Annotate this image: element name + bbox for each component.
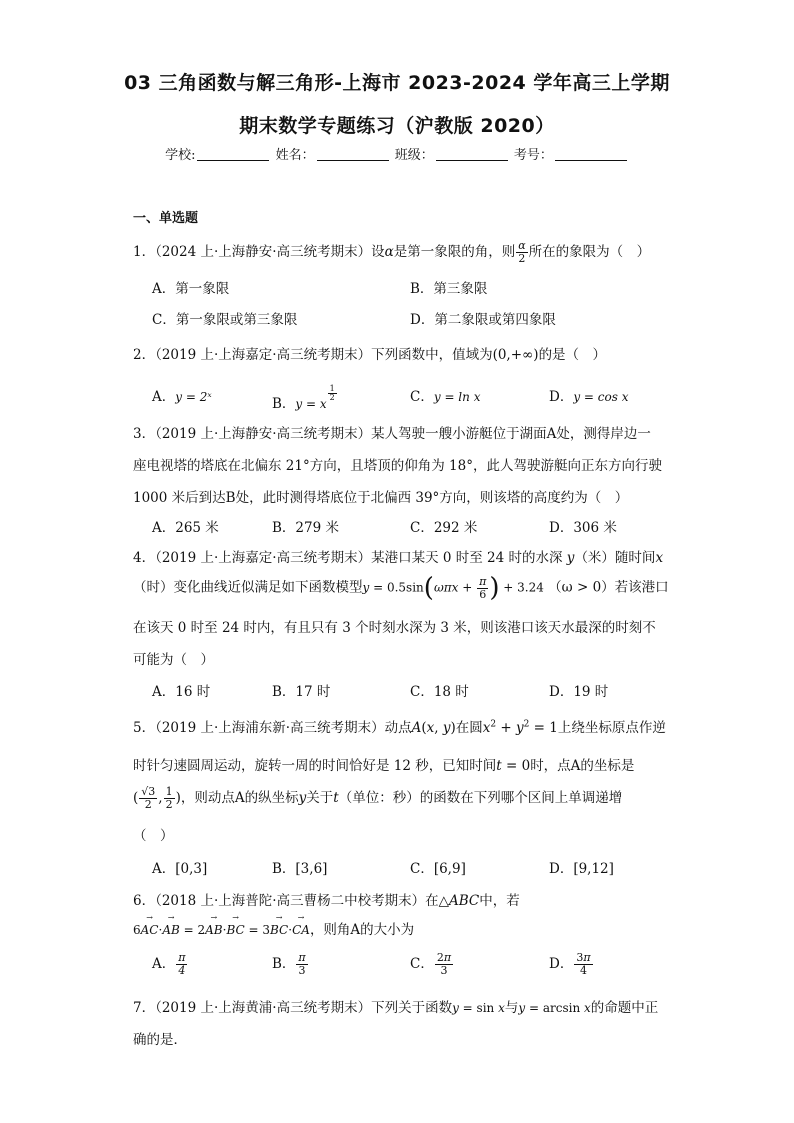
school-label: 学校: [165, 148, 196, 163]
range-expression: (0,+∞) [492, 347, 539, 363]
question-4-line-4: 可能为（ ） [133, 652, 214, 668]
question-4-option-b[interactable]: B．17 时 [272, 684, 331, 700]
question-4-line-2: （时）变化曲线近似满足如下函数模型y = 0.5sin(ωπx + $\frac{\pi}{6}$ ) + 3.24 （ω > 0）若该港口 [133, 573, 669, 603]
name-blank[interactable] [317, 148, 389, 161]
question-6-option-a[interactable]: A． $\frac{\pi}{4}$ [152, 951, 186, 977]
question-4-line-3: 在该天 0 时至 24 时内，有且只有 3 个时刻水深为 3 米，则该港口该天水最深的时刻不 [133, 620, 656, 636]
question-5-line-1: 5．（2019 上·上海浦东新·高三统考期末）动点A(x, y)在圆$x^2 + y^2 = 1$上绕坐标原点作逆 [133, 719, 666, 736]
question-5-line-3: ( $\frac{√3}{2}$ , $\frac{1}{2}$ )，则动点A的纵坐标y关于t（单位：秒）的函数在下列哪个区间上单调递增 [133, 785, 623, 811]
question-3-line-1: 3．（2019 上·上海静安·高三统考期末）某人驾驶一艘小游艇位于湖面A处，测得岸边一 [133, 426, 651, 442]
exam-no-blank[interactable] [555, 148, 627, 161]
name-label: 姓名： [275, 148, 315, 163]
alpha-over-2: $\frac{\alpha}{2}$ [518, 239, 526, 265]
question-3-option-d[interactable]: D．306 米 [549, 520, 617, 536]
question-4-option-c[interactable]: C．18 时 [410, 684, 469, 700]
question-7-line-1: 7．（2019 上·上海黄浦·高三统考期末）下列关于函数y = sin x与y = arcsin x的命题中正 [133, 1000, 659, 1016]
question-3-option-a[interactable]: A．265 米 [152, 520, 219, 536]
question-3-line-3: 1000 米后到达B处，此时测得塔底位于北偏西 39°方向，则该塔的高度约为（ ） [133, 490, 629, 506]
question-6-line-1: 6．（2018 上·上海普陀·高三曹杨二中校考期末）在△ABC中，若 [133, 893, 520, 909]
section-title: 一、单选题 [133, 211, 199, 226]
question-3-line-2: 座电视塔的塔底在北偏东 21°方向，且塔顶的仰角为 18°，此人驾驶游艇向正东方向行驶 [133, 458, 662, 474]
question-4-option-d[interactable]: D．19 时 [549, 684, 609, 700]
question-2-option-b[interactable]: B．y = x $\frac{1}{2}$ [272, 384, 335, 412]
question-1-option-d[interactable]: D．第二象限或第四象限 [410, 312, 556, 328]
question-2-option-c[interactable]: C．y = ln x [410, 389, 481, 405]
question-1-option-b[interactable]: B．第三象限 [410, 281, 488, 297]
question-7-line-2: 确的是． [133, 1032, 187, 1048]
question-6-option-c[interactable]: C． $\frac{2\pi}{3}$ [410, 951, 452, 977]
question-1-stem: 1．（2024 上·上海静安·高三统考期末）设α是第一象限的角，则 $\frac{\alpha}{2}$ 所在的象限为（ ） [133, 239, 651, 265]
question-6-line-2: 6→ AC·→ AB = 2→ AB·→ BC = 3→ BC·→ CA，则角A的大小为 [133, 918, 414, 938]
question-6-option-b[interactable]: B． $\frac{\pi}{3}$ [272, 951, 306, 977]
exam-no-label: 考号： [513, 148, 553, 163]
question-2-option-d[interactable]: D．y = cos x [549, 389, 629, 405]
class-label: 班级： [394, 148, 434, 163]
question-6-option-d[interactable]: D． $\frac{3\pi}{4}$ [549, 951, 591, 977]
student-info-row [0, 144, 794, 163]
question-5-option-d[interactable]: D．[9,12] [549, 861, 614, 877]
question-1-option-a[interactable]: A．第一象限 [152, 281, 230, 297]
question-5-option-c[interactable]: C．[6,9] [410, 861, 466, 877]
document-title-line2: 期末数学专题练习（沪教版 2020） [239, 115, 555, 137]
question-5-option-a[interactable]: A．[0,3] [152, 861, 208, 877]
class-blank[interactable] [436, 148, 508, 161]
document-title-line1: 03 三角函数与解三角形-上海市 2023-2024 学年高三上学期 [124, 72, 670, 94]
school-blank[interactable] [197, 148, 269, 161]
question-4-option-a[interactable]: A．16 时 [152, 684, 211, 700]
question-5-option-b[interactable]: B．[3,6] [272, 861, 328, 877]
question-2-stem: 2．（2019 上·上海嘉定·高三统考期末）下列函数中，值域为(0,+∞)的是（ ） [133, 347, 607, 363]
question-3-option-b[interactable]: B．279 米 [272, 520, 339, 536]
question-1-option-c[interactable]: C．第一象限或第三象限 [152, 312, 298, 328]
question-5-line-4: （ ） [133, 828, 174, 844]
question-3-option-c[interactable]: C．292 米 [410, 520, 478, 536]
question-5-line-2: 时针匀速圆周运动，旋转一周的时间恰好是 12 秒，已知时间t = 0时，点A的坐标是 [133, 758, 635, 774]
question-4-line-1: 4．（2019 上·上海嘉定·高三统考期末）某港口某天 0 时至 24 时的水深 y（米）随时间x [133, 550, 664, 566]
question-2-option-a[interactable]: A．y = 2ˣ [152, 389, 212, 405]
